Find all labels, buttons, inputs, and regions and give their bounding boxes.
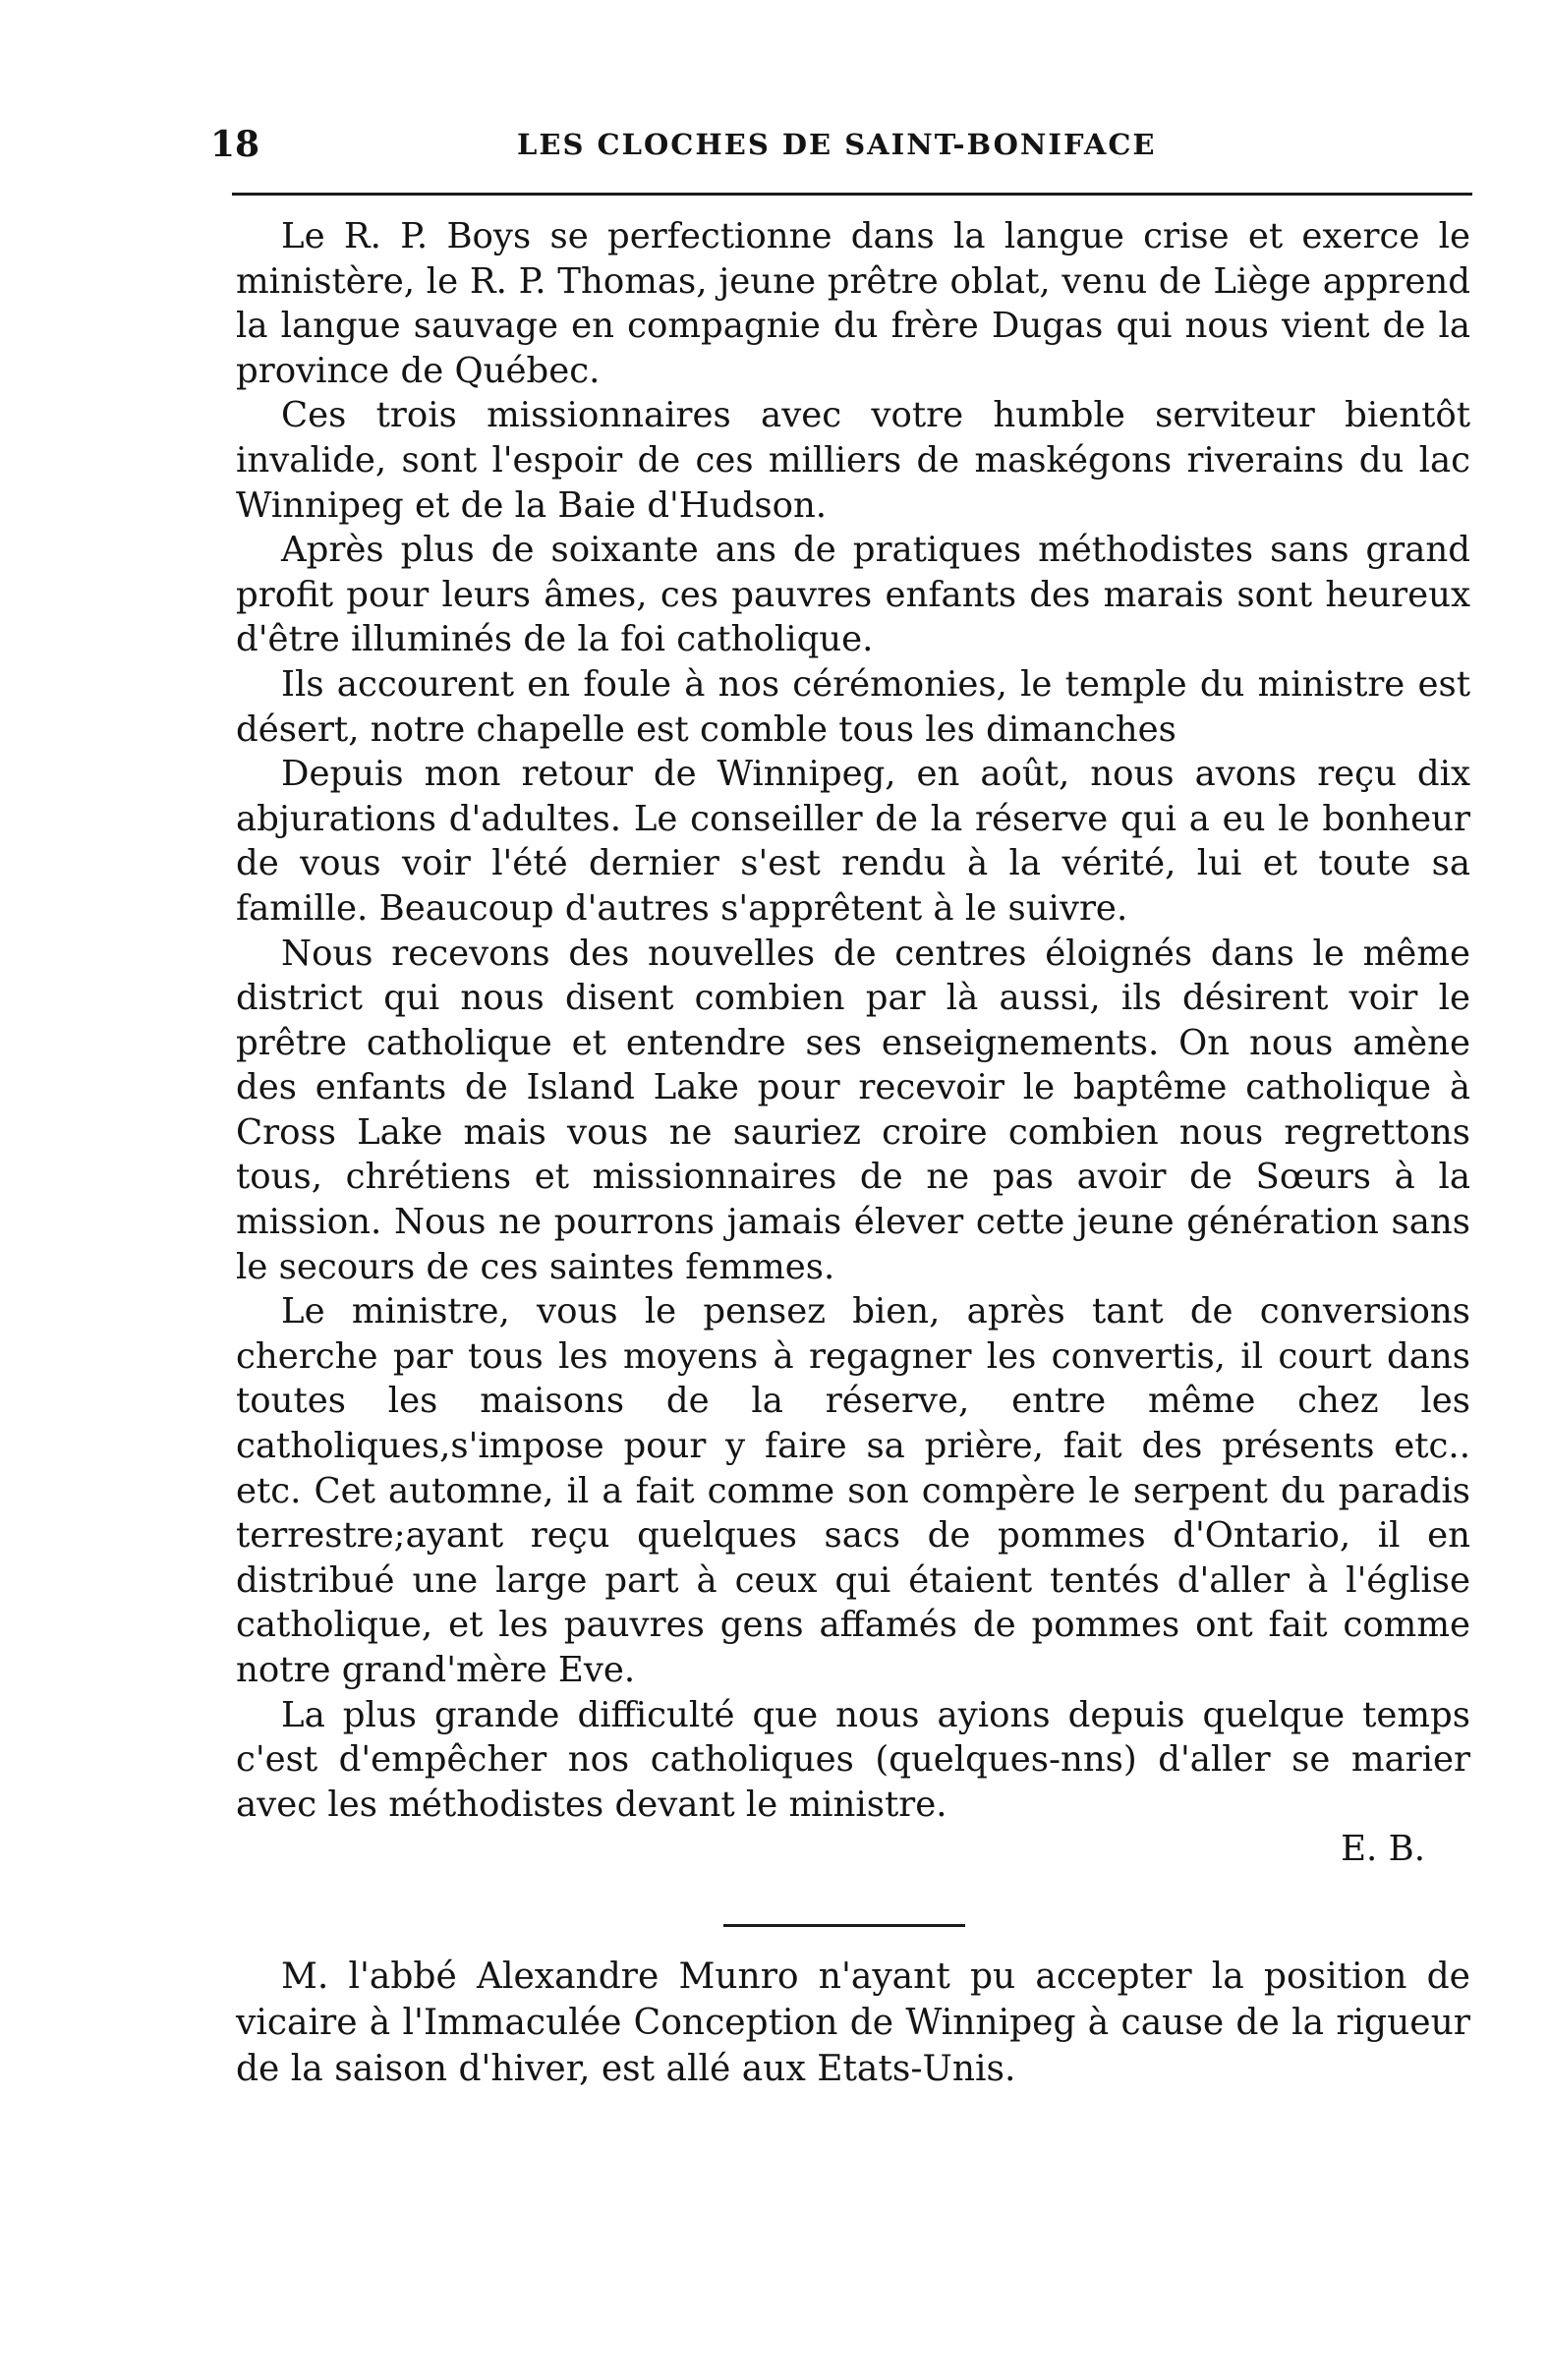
paragraph: La plus grande difficulté que nous ayions depuis quelque temps c'est d'empêcher nos catholiques (quelques-nns) d'aller se marier avec les méthodistes devant le ministre. <box>236 1694 1470 1825</box>
section-divider <box>723 1924 965 1927</box>
running-title: LES CLOCHES DE SAINT-BONIFACE <box>517 128 1157 161</box>
page-number: 18 <box>210 124 260 165</box>
signature: E. B. <box>1341 1829 1425 1870</box>
page-header <box>210 120 1470 169</box>
paragraph: Le R. P. Boys se perfectionne dans la langue crise et exerce le ministère, le R. P. Thomas, jeune prêtre oblat, venu de Liège apprend la langue sauvage en compagnie du frère Dugas qui nous vient de la province de Québec. <box>236 216 1470 391</box>
notice-paragraph: M. l'abbé Alexandre Munro n'ayant pu accepter la position de vicaire à l'Immaculée Conception de Winnipeg à cause de la rigueur de la saison d'hiver, est allé aux Etats-Unis. <box>236 1956 1470 2089</box>
paragraph: Le ministre, vous le pensez bien, après tant de conversions cherche par tous les moyens à regagner les convertis, il court dans toutes les maisons de la réserve, entre même chez les catholiques,s'impose pour y faire sa prière, fait des présents etc.. etc. Cet automne, il a fait comme son compère le serpent du paradis terrestre;ayant reçu quelques sacs de pommes d'Ontario, il en distribué une large part à ceux qui étaient tentés d'aller à l'église catholique, et les pauvres gens affamés de pommes ont fait comme notre grand'mère Eve. <box>236 1291 1470 1690</box>
notice-section <box>236 1954 1470 2092</box>
paragraph: Depuis mon retour de Winnipeg, en août, nous avons reçu dix abjurations d'adultes. Le conseiller de la réserve qui a eu le bonheur de vous voir l'été dernier s'est rendu à la vérité, lui et toute sa famille. Beaucoup d'autres s'apprêtent à le suivre. <box>236 754 1470 929</box>
header-rule <box>232 193 1472 196</box>
paragraph: Après plus de soixante ans de pratiques méthodistes sans grand profit pour leurs âmes, ces pauvres enfants des marais sont heureux d'être illuminés de la foi catholique. <box>236 530 1470 660</box>
article-body <box>236 214 1470 1872</box>
paragraph: Ces trois missionnaires avec votre humble serviteur bientôt invalide, sont l'espoir de ces milliers de maskégons riverains du lac Winnipeg et de la Baie d'Hudson. <box>236 395 1470 526</box>
paragraph: Nous recevons des nouvelles de centres éloignés dans le même district qui nous disent combien par là aussi, ils désirent voir le prêtre catholique et entendre ses enseignements. On nous amène des enfants de Island Lake pour recevoir le baptême catholique à Cross Lake mais vous ne sauriez croire combien nous regrettons tous, chrétiens et missionnaires de ne pas avoir de Sœurs à la mission. Nous ne pourrons jamais élever cette jeune génération sans le secours de ces saintes femmes. <box>236 933 1470 1287</box>
paragraph: Ils accourent en foule à nos cérémonies, le temple du ministre est désert, notre chapelle est comble tous les dimanches <box>236 663 1470 750</box>
